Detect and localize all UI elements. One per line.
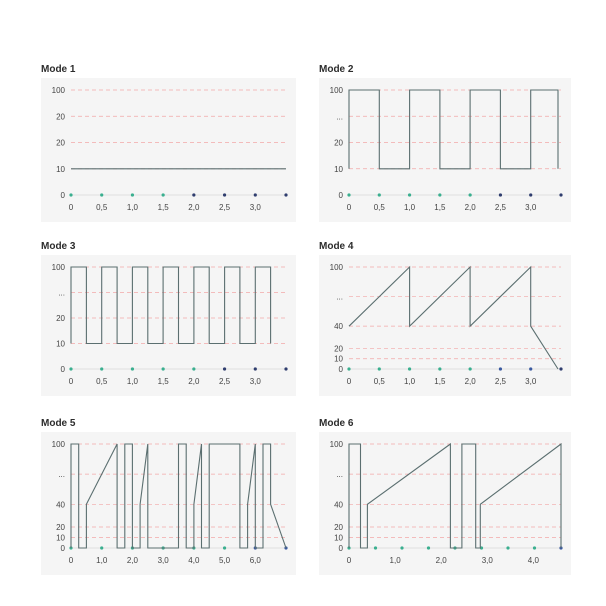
series-line — [71, 444, 286, 548]
x-tick-label: 1,0 — [404, 377, 416, 386]
y-tick-label: 0 — [338, 191, 343, 200]
chart-svg — [319, 255, 571, 396]
chart-title: Mode 3 — [41, 241, 76, 252]
y-tick-label: ... — [58, 288, 65, 298]
chart-mode-1 — [41, 64, 296, 222]
axis-dot — [378, 367, 381, 370]
axis-dot — [254, 193, 257, 196]
chart-svg — [319, 78, 571, 222]
y-tick-label: 20 — [334, 138, 343, 148]
y-tick-label: 100 — [329, 263, 343, 272]
axis-dot — [506, 546, 509, 549]
axis-dot — [69, 193, 72, 196]
axis-dot — [400, 546, 403, 549]
x-tick-label: 1,0 — [404, 203, 416, 212]
chart-title: Mode 5 — [41, 418, 76, 429]
x-tick-label: 5,0 — [219, 556, 231, 565]
axis-dot — [438, 193, 441, 196]
series-line — [349, 444, 561, 548]
y-tick-label: 0 — [338, 544, 343, 553]
axis-dot — [499, 367, 502, 370]
axis-dot — [347, 367, 350, 370]
chart-svg — [41, 432, 296, 575]
x-tick-label: 3,0 — [525, 203, 537, 212]
y-tick-label: 100 — [51, 86, 65, 95]
x-tick-label: 0,5 — [373, 377, 385, 386]
x-tick-label: 2,5 — [494, 377, 506, 386]
x-tick-label: 2,0 — [188, 203, 200, 212]
y-tick-label: 0 — [60, 544, 65, 553]
plot-area — [41, 432, 296, 575]
chart-svg — [41, 78, 296, 222]
y-tick-label: 20 — [56, 523, 65, 533]
y-tick-label: 10 — [56, 164, 65, 174]
axis-dot — [284, 367, 287, 370]
x-tick-label: 1,0 — [126, 203, 138, 212]
x-tick-label: 3,0 — [249, 377, 261, 386]
x-tick-label: 2,5 — [494, 203, 506, 212]
axis-dot — [559, 193, 562, 196]
y-tick-label: 100 — [329, 440, 343, 449]
chart-mode-3 — [41, 241, 296, 396]
chart-mode-6 — [319, 418, 571, 575]
y-tick-label: 20 — [56, 314, 65, 323]
axis-dot — [378, 193, 381, 196]
y-tick-label: 0 — [60, 191, 65, 200]
y-tick-label: 40 — [334, 500, 343, 510]
plot-area — [319, 432, 571, 575]
y-tick-label: 0 — [60, 365, 65, 374]
axis-dot — [529, 367, 532, 370]
x-tick-label: 1,0 — [96, 556, 108, 565]
x-tick-label: 2,0 — [435, 556, 447, 565]
x-tick-label: 4,0 — [527, 556, 539, 565]
x-tick-label: 1,5 — [434, 377, 446, 386]
axis-dot — [254, 367, 257, 370]
chart-svg — [41, 255, 296, 396]
x-tick-label: 0 — [68, 556, 74, 565]
y-tick-label: 20 — [334, 344, 343, 354]
plot-area — [41, 255, 296, 396]
y-tick-label: 10 — [56, 339, 65, 349]
x-tick-label: 2,5 — [219, 377, 231, 386]
x-tick-label: 2,0 — [188, 377, 200, 386]
axis-dot — [100, 193, 103, 196]
plot-area — [319, 78, 571, 222]
y-tick-label: 10 — [56, 533, 65, 543]
axis-dot — [131, 193, 134, 196]
y-tick-label: ... — [58, 470, 65, 480]
chart-title: Mode 4 — [319, 241, 354, 252]
plot-area — [41, 78, 296, 222]
axis-dot — [529, 193, 532, 196]
axis-dot — [69, 367, 72, 370]
series-line — [71, 267, 271, 344]
y-tick-label: 100 — [51, 263, 65, 272]
axis-dot — [100, 367, 103, 370]
axis-dot — [162, 367, 165, 370]
axis-dot — [408, 193, 411, 196]
y-tick-label: 40 — [56, 500, 65, 510]
x-tick-label: 0 — [346, 377, 352, 386]
axis-dot — [469, 193, 472, 196]
axis-dot — [100, 546, 103, 549]
chart-mode-4 — [319, 241, 571, 396]
chart-title: Mode 2 — [319, 64, 354, 75]
x-tick-label: 0 — [68, 377, 74, 386]
axis-dot — [499, 193, 502, 196]
axis-dot — [374, 546, 377, 549]
x-tick-label: 3,0 — [157, 556, 169, 565]
y-tick-label: ... — [336, 292, 343, 302]
x-tick-label: 1,0 — [389, 556, 401, 565]
axis-dot — [223, 367, 226, 370]
axis-dot — [469, 367, 472, 370]
axis-dot — [408, 367, 411, 370]
chart-title: Mode 1 — [41, 64, 76, 75]
x-tick-label: 1,0 — [126, 377, 138, 386]
series-line — [349, 90, 558, 169]
x-tick-label: 0,5 — [96, 203, 108, 212]
x-tick-label: 3,0 — [525, 377, 537, 386]
y-tick-label: 40 — [334, 322, 343, 332]
x-tick-label: 0 — [346, 203, 352, 212]
y-tick-label: 100 — [51, 440, 65, 449]
axis-dot — [223, 193, 226, 196]
x-tick-label: 0 — [346, 556, 352, 565]
axis-dot — [427, 546, 430, 549]
x-tick-label: 6,0 — [249, 556, 261, 565]
x-tick-label: 0,5 — [96, 377, 108, 386]
y-tick-label: 20 — [334, 523, 343, 533]
axis-dot — [533, 546, 536, 549]
x-tick-label: 2,5 — [219, 203, 231, 212]
axis-dot — [223, 546, 226, 549]
y-tick-label: 10 — [334, 533, 343, 543]
x-tick-label: 3,0 — [249, 203, 261, 212]
y-tick-label: ... — [336, 470, 343, 480]
x-tick-label: 1,5 — [157, 203, 169, 212]
x-tick-label: 1,5 — [434, 203, 446, 212]
x-tick-label: 0,5 — [373, 203, 385, 212]
chart-mode-5 — [41, 418, 296, 575]
axis-dot — [192, 367, 195, 370]
chart-mode-2 — [319, 64, 571, 222]
axis-dot — [284, 193, 287, 196]
axis-dot — [438, 367, 441, 370]
y-tick-label: 10 — [334, 354, 343, 364]
x-tick-label: 4,0 — [188, 556, 200, 565]
x-tick-label: 2,0 — [464, 203, 476, 212]
axis-dot — [347, 193, 350, 196]
series-line — [349, 267, 558, 369]
x-tick-label: 0 — [68, 203, 74, 212]
x-tick-label: 1,5 — [157, 377, 169, 386]
chart-svg — [319, 432, 571, 575]
y-tick-label: 100 — [329, 86, 343, 95]
y-tick-label: 20 — [56, 112, 65, 122]
plot-area — [319, 255, 571, 396]
axis-dot — [192, 193, 195, 196]
axis-dot — [162, 193, 165, 196]
x-tick-label: 3,0 — [481, 556, 493, 565]
x-tick-label: 2,0 — [126, 556, 138, 565]
y-tick-label: ... — [336, 112, 343, 122]
chart-title: Mode 6 — [319, 418, 354, 429]
y-tick-label: 0 — [338, 365, 343, 374]
y-tick-label: 20 — [56, 138, 65, 148]
x-tick-label: 2,0 — [464, 377, 476, 386]
axis-dot — [131, 367, 134, 370]
axis-dot — [559, 367, 562, 370]
y-tick-label: 10 — [334, 164, 343, 174]
